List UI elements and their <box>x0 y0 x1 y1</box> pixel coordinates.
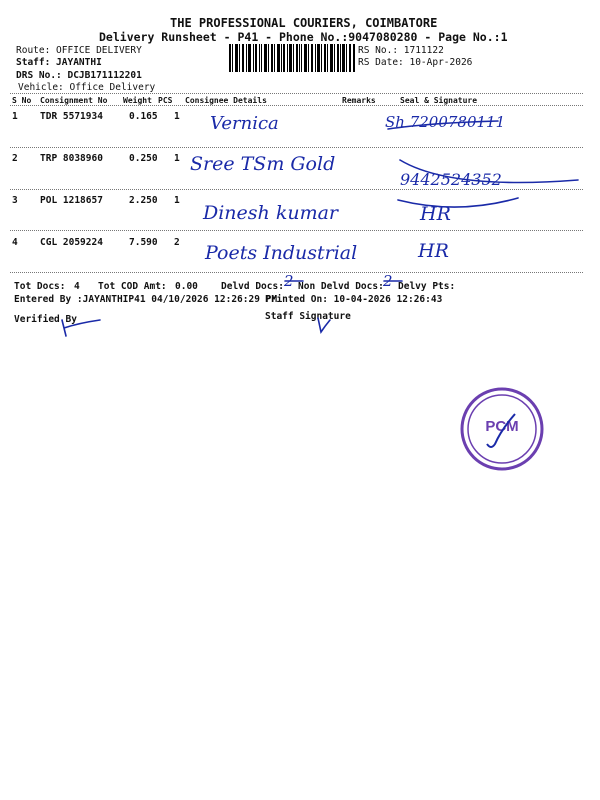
table-row-2-consignee: Sree TSm Gold <box>190 153 336 175</box>
table-row-1-consignee: Vernica <box>210 113 279 134</box>
printed-on: Printed On: 10-04-2026 12:26:43 <box>265 294 443 305</box>
table-row-2-signature: 9442524352 <box>400 170 502 189</box>
col-header-remarks: Remarks <box>342 96 376 105</box>
table-row-1-pcs: 1 <box>174 111 180 122</box>
table-row-4-signature: HR <box>418 240 449 262</box>
table-row-3-consignment: POL 1218657 <box>40 195 103 206</box>
route-text: Route: OFFICE DELIVERY <box>16 45 142 56</box>
drs-number: DRS No.: DCJB171112201 <box>16 70 142 81</box>
table-row-2-consignment: TRP 8038960 <box>40 153 103 164</box>
office-stamp <box>459 386 545 472</box>
col-header-weight: Weight <box>123 96 152 105</box>
table-row-3-consignee: Dinesh kumar <box>203 202 338 224</box>
delvd-docs-value: 2 <box>284 272 294 290</box>
table-row-1-weight: 0.165 <box>129 111 158 122</box>
staff-text: Staff: JAYANTHI <box>16 57 102 68</box>
col-header-consignment: Consignment No <box>40 96 108 105</box>
table-row-3-signature: HR <box>420 203 451 225</box>
non-delvd-docs-label: Non Delvd Docs: <box>298 281 384 292</box>
col-header-pcs: PCS <box>158 96 173 105</box>
table-row-2-weight: 0.250 <box>129 153 158 164</box>
table-row-1-signature: Sh 7200780111 <box>385 113 506 131</box>
non-delvd-docs-value: 2 <box>383 272 393 290</box>
tot-cod-value: 0.00 <box>175 281 198 292</box>
rs-date: RS Date: 10-Apr-2026 <box>358 57 473 68</box>
signature-flourishes <box>0 0 600 340</box>
table-row-3-weight: 2.250 <box>129 195 158 206</box>
tot-cod-label: Tot COD Amt: <box>98 281 167 292</box>
table-row-4-weight: 7.590 <box>129 237 158 248</box>
table-row-3-sno: 3 <box>12 195 18 206</box>
table-row-4-consignment: CGL 2059224 <box>40 237 103 248</box>
delvd-docs-label: Delvd Docs: <box>221 281 284 292</box>
entered-by: Entered By :JAYANTHIP41 04/10/2026 12:26:29 PM <box>14 294 278 305</box>
staff-signature-label: Staff Signature <box>265 311 351 322</box>
table-row-4-pcs: 2 <box>174 237 180 248</box>
vehicle-text: Vehicle: Office Delivery <box>18 82 156 93</box>
col-header-consignee: Consignee Details <box>185 96 267 105</box>
runsheet-title: Delivery Runsheet - P41 - Phone No.:9047080280 - Page No.:1 <box>99 30 508 44</box>
table-row-4-sno: 4 <box>12 237 18 248</box>
rs-number: RS No.: 1711122 <box>358 45 444 56</box>
col-header-seal: Seal & Signature <box>400 96 478 105</box>
col-header-sno: S No <box>12 96 32 105</box>
table-row-3-pcs: 1 <box>174 195 180 206</box>
table-row-4-consignee: Poets Industrial <box>205 242 358 264</box>
table-row-1-consignment: TDR 5571934 <box>40 111 103 122</box>
tot-docs-label: Tot Docs: <box>14 281 66 292</box>
delvy-pts-label: Delvy Pts: <box>398 281 456 292</box>
table-row-1-sno: 1 <box>12 111 18 122</box>
table-row-2-pcs: 1 <box>174 153 180 164</box>
table-row-2-sno: 2 <box>12 153 18 164</box>
stamp-text: PCM <box>485 418 519 435</box>
tot-docs-value: 4 <box>74 281 80 292</box>
company-title: THE PROFESSIONAL COURIERS, COIMBATORE <box>170 16 438 30</box>
verified-by-label: Verified By <box>14 314 77 325</box>
